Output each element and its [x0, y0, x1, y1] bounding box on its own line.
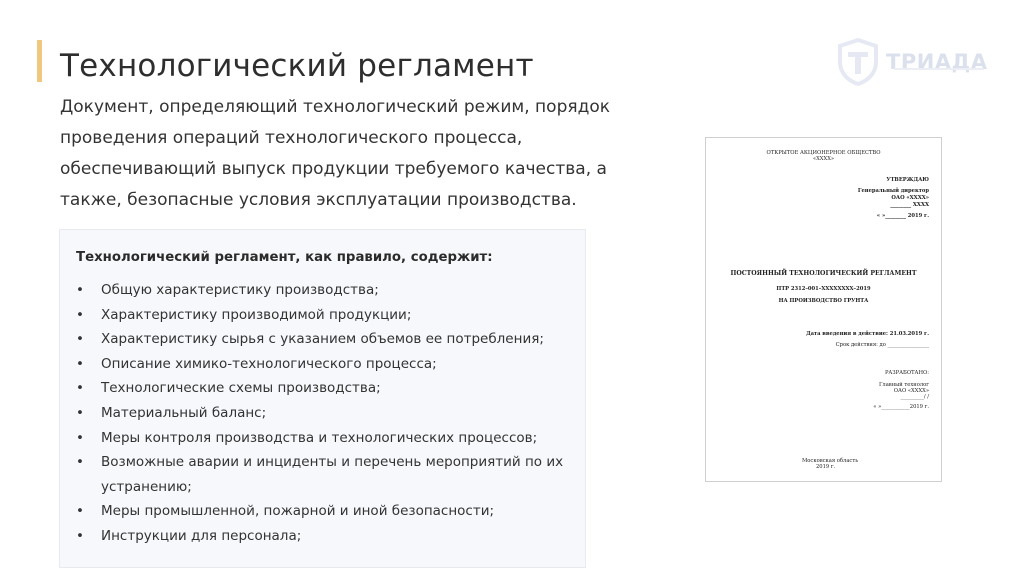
- bullet-icon: •: [76, 454, 84, 471]
- list-item: • Материальный баланс;: [74, 401, 574, 426]
- bullet-icon: •: [76, 282, 84, 298]
- doc-developer-role: Главный технолог: [878, 382, 929, 388]
- list-item: • Меры контроля производства и технологических процессов;: [74, 426, 574, 451]
- bullet-icon: •: [76, 429, 84, 446]
- doc-org-line2: «ХХХХ»: [812, 156, 835, 162]
- lead-paragraph: [60, 92, 660, 216]
- doc-org-line1: ОТКРЫТОЕ АКЦИОНЕРНОЕ ОБЩЕСТВО: [766, 150, 881, 156]
- doc-effective-date: Дата введения в действие: 21.03.2019 г.: [805, 331, 929, 337]
- bullet-icon: •: [76, 527, 84, 544]
- bullet-icon: •: [76, 380, 84, 397]
- lead-line: проведения операций технологического процесса,: [60, 128, 523, 148]
- document-preview: [705, 137, 942, 482]
- shield-t-icon: [836, 38, 880, 86]
- doc-developer-org: ОАО «ХХХХ»: [893, 388, 929, 394]
- doc-approve: УТВЕРЖДАЮ: [886, 177, 929, 183]
- list-item: • Технологические схемы производства;: [74, 376, 574, 401]
- doc-title: ПОСТОЯННЫЙ ТЕХНОЛОГИЧЕСКИЙ РЕГЛАМЕНТ: [730, 270, 917, 277]
- doc-approve-date: « »________ 2019 г.: [876, 213, 929, 219]
- list-item: • Характеристику производимой продукции;: [74, 303, 574, 328]
- lead-line: Документ, определяющий технологический режим, порядок: [60, 97, 611, 117]
- doc-developed-date: « »___________2019 г.: [873, 404, 929, 410]
- doc-place: Московская область: [802, 458, 859, 464]
- list-item: • Инструкции для персонала;: [74, 524, 574, 549]
- page-title: Технологический регламент: [60, 48, 534, 84]
- list-item: • Возможные аварии и инциденты и перечень мероприятий по их устранению;: [74, 450, 574, 499]
- bullet-icon: •: [76, 404, 84, 421]
- doc-year: 2019 г.: [816, 464, 836, 470]
- list-item: • Общую характеристику производства;: [74, 278, 574, 303]
- list-item: • Описание химико-технологического процесса;: [74, 352, 574, 377]
- contents-box-title: Технологический регламент, как правило, содержит:: [76, 250, 493, 265]
- triada-logo: [836, 38, 988, 86]
- title-accent-bar: [37, 40, 42, 82]
- list-item: • Меры промышленной, пожарной и иной безопасности;: [74, 499, 574, 524]
- lead-line: обеспечивающий выпуск продукции требуемого качества, а: [60, 159, 607, 179]
- doc-code: ПТР 2312–001–XXXXXXXX–2019: [776, 286, 871, 292]
- doc-developed: РАЗРАБОТАНО:: [884, 370, 929, 376]
- lead-line: также, безопасные условия эксплуатации производства.: [60, 190, 577, 210]
- logo-text: ТРИАДА: [886, 50, 988, 74]
- contents-list: [74, 278, 574, 549]
- bullet-icon: •: [76, 331, 84, 348]
- logo-tagline-line: [894, 68, 984, 70]
- doc-valid-until: Срок действия: до ________________: [835, 342, 929, 348]
- doc-subject: НА ПРОИЗВОДСТВО ГРУНТА: [778, 298, 869, 304]
- contents-box: [59, 229, 586, 568]
- doc-approver-name: ________ ХХХХ: [890, 202, 929, 208]
- bullet-icon: •: [76, 355, 84, 372]
- doc-approver-role: Генеральный директор: [857, 188, 929, 194]
- doc-approver-org: ОАО «ХХХХ»: [891, 195, 929, 201]
- bullet-icon: •: [76, 503, 84, 520]
- bullet-icon: •: [76, 306, 84, 323]
- doc-developer-sign: _________/ /: [900, 394, 929, 400]
- list-item: • Характеристику сырья с указанием объемов ее потребления;: [74, 327, 574, 352]
